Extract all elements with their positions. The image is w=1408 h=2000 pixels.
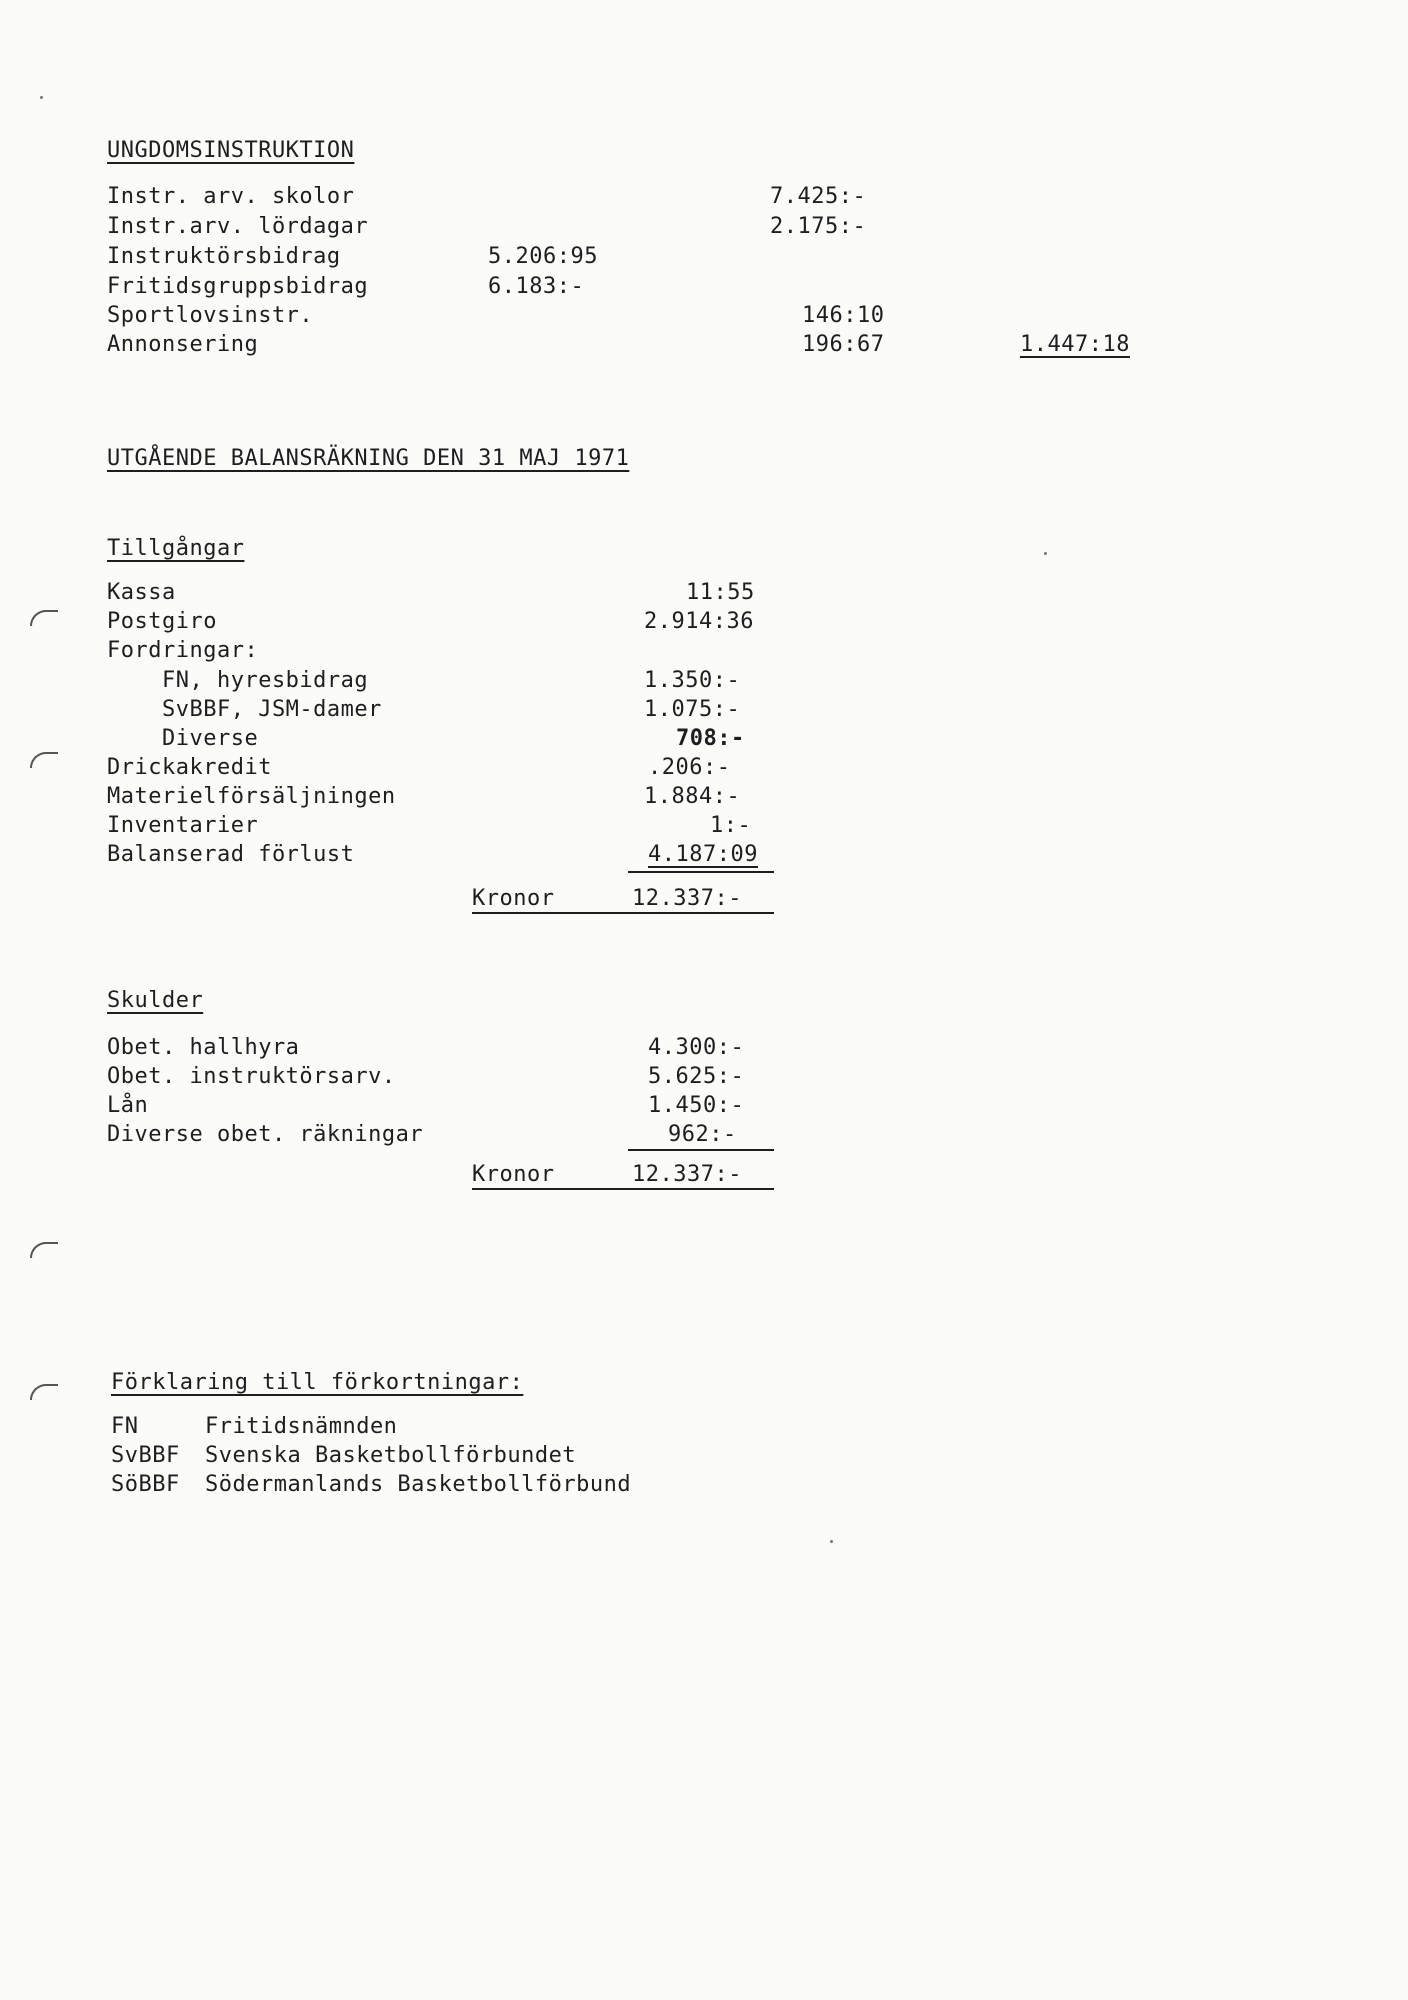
row-label: FN, hyresbidrag xyxy=(107,668,369,693)
row-label: Drickakredit xyxy=(107,755,272,780)
subheading-tillgangar: Tillgångar xyxy=(107,536,245,561)
row-amount: 7.425:- xyxy=(770,184,867,209)
punch-hole-mark xyxy=(30,1384,58,1400)
row-amount: 4.300:- xyxy=(648,1035,745,1060)
row-subamount: 5.206:95 xyxy=(488,244,598,269)
row-amount: 5.625:- xyxy=(648,1064,745,1089)
row-amount: 1.075:- xyxy=(644,697,741,722)
row-label: Instr.arv. lördagar xyxy=(107,214,369,239)
tillgangar-total: 12.337:- xyxy=(632,886,742,911)
punch-hole-mark xyxy=(30,752,58,768)
row-label: Instruktörsbidrag xyxy=(107,244,341,269)
row-amount: 196:67 xyxy=(802,332,885,357)
row-amount: .206:- xyxy=(648,755,731,780)
abbr-code: FN xyxy=(111,1414,139,1439)
row-label: Fordringar: xyxy=(107,638,259,663)
row-label: Obet. instruktörsarv. xyxy=(107,1064,396,1089)
row-amount: 1.350:- xyxy=(644,668,741,693)
row-label: Materielförsäljningen xyxy=(107,784,396,809)
ungdom-total: 1.447:18 xyxy=(1020,332,1130,357)
row-label: Sportlovsinstr. xyxy=(107,303,314,328)
scan-speck xyxy=(40,96,43,99)
row-amount: 2.175:- xyxy=(770,214,867,239)
row-label: Diverse obet. räkningar xyxy=(107,1122,424,1147)
row-label: Instr. arv. skolor xyxy=(107,184,355,209)
row-label: Postgiro xyxy=(107,609,217,634)
subheading-skulder: Skulder xyxy=(107,988,204,1013)
scan-speck xyxy=(830,1540,833,1543)
row-label: SvBBF, JSM-damer xyxy=(107,697,382,722)
total-rule xyxy=(472,1188,774,1190)
row-amount: 146:10 xyxy=(802,303,885,328)
skulder-total: 12.337:- xyxy=(632,1162,742,1187)
row-label: Inventarier xyxy=(107,813,259,838)
section-heading-forklaring: Förklaring till förkortningar: xyxy=(111,1370,524,1395)
row-label: Fritidsgruppsbidrag xyxy=(107,274,369,299)
skulder-total-label: Kronor xyxy=(472,1162,555,1187)
row-label: Balanserad förlust xyxy=(107,842,355,867)
abbr-code: SöBBF xyxy=(111,1472,180,1497)
row-label: Diverse xyxy=(107,726,259,751)
sum-rule xyxy=(628,871,774,873)
row-label: Kassa xyxy=(107,580,176,605)
row-amount: 11:55 xyxy=(686,580,755,605)
row-label: Annonsering xyxy=(107,332,259,357)
row-amount: 4.187:09 xyxy=(648,842,758,867)
section-heading-ungdomsinstruktion: UNGDOMSINSTRUKTION xyxy=(107,138,355,163)
abbr-code: SvBBF xyxy=(111,1443,180,1468)
scan-speck xyxy=(1044,552,1047,555)
row-amount: 1:- xyxy=(710,813,752,838)
row-label: Obet. hallhyra xyxy=(107,1035,300,1060)
sum-rule xyxy=(628,1149,774,1151)
row-label: Lån xyxy=(107,1093,149,1118)
row-amount: 1.884:- xyxy=(644,784,741,809)
tillgangar-total-label: Kronor xyxy=(472,886,555,911)
row-amount: 1.450:- xyxy=(648,1093,745,1118)
abbr-text: Södermanlands Basketbollförbund xyxy=(205,1472,632,1497)
abbr-text: Svenska Basketbollförbundet xyxy=(205,1443,577,1468)
punch-hole-mark xyxy=(30,610,58,626)
row-amount: 2.914:36 xyxy=(644,609,754,634)
total-rule xyxy=(472,912,774,914)
row-amount: 708:- xyxy=(676,726,745,751)
section-heading-balansrakning: UTGÅENDE BALANSRÄKNING DEN 31 MAJ 1971 xyxy=(107,446,630,471)
row-amount: 962:- xyxy=(668,1122,737,1147)
row-subamount: 6.183:- xyxy=(488,274,585,299)
punch-hole-mark xyxy=(30,1242,58,1258)
abbr-text: Fritidsnämnden xyxy=(205,1414,398,1439)
